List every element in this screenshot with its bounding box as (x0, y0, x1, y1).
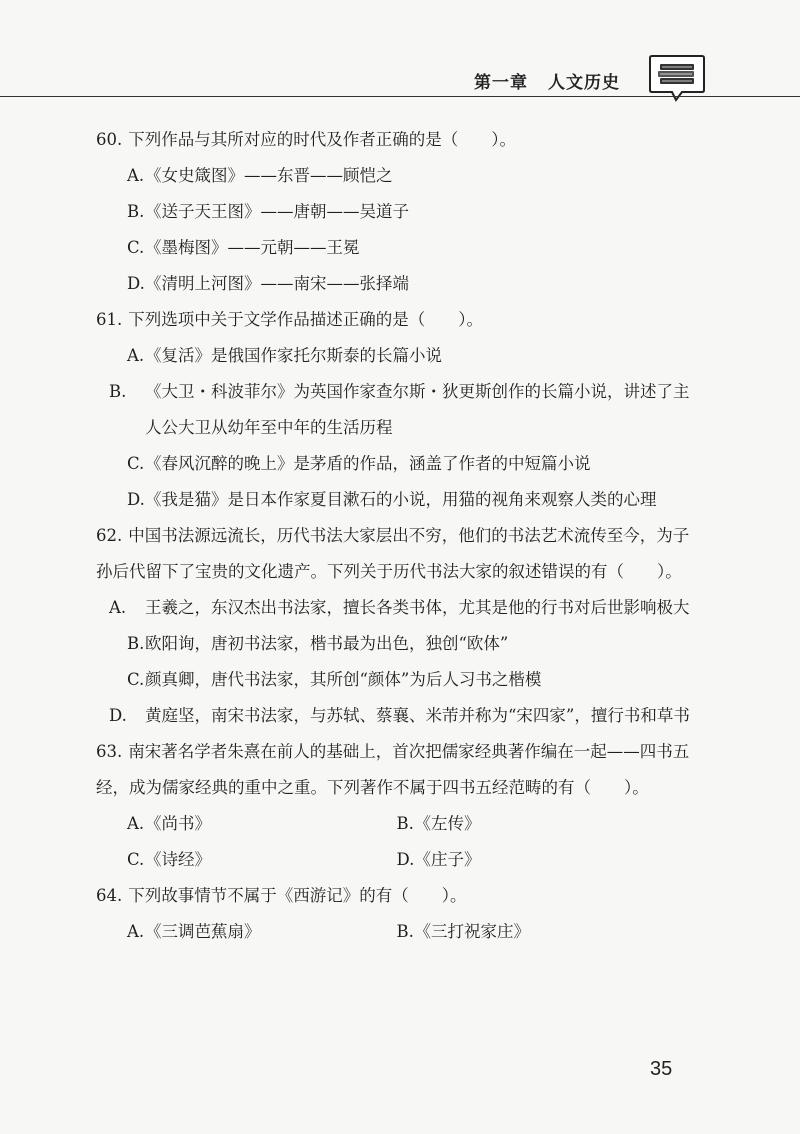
option-a: A. 王羲之，东汉杰出书法家，擅长各类书体，尤其是他的行书对后世影响极大 (109, 598, 690, 617)
option-b: B. 《大卫・科波菲尔》为英国作家查尔斯・狄更斯创作的长篇小说，讲述了主人公大卫从幼年至中年的生活历程 (109, 382, 690, 437)
question-stem: 61. 下列选项中关于文学作品描述正确的是（ ）。 (96, 310, 483, 329)
option-a: A.《复活》是俄国作家托尔斯泰的长篇小说 (127, 346, 442, 365)
option-row (127, 914, 696, 950)
question-stem: 60. 下列作品与其所对应的时代及作者正确的是（ ）。 (96, 130, 516, 149)
page-header (0, 0, 800, 100)
option-b: B.《送子天王图》——唐朝——吴道子 (127, 202, 409, 221)
question-60 (96, 122, 696, 302)
question-stem: 63. 南宋著名学者朱熹在前人的基础上，首次把儒家经典著作编在一起——四书五经，成为儒家经典的重中之重。下列著作不属于四书五经范畴的有（ ）。 (96, 742, 690, 797)
option-d: D.《清明上河图》——南宋——张择端 (127, 274, 409, 293)
option-d: D.《庄子》 (396, 850, 481, 869)
question-64 (96, 878, 696, 950)
option-a: A.《女史箴图》——东晋——顾恺之 (127, 166, 393, 185)
chapter-heading (474, 68, 620, 93)
option-row (127, 806, 696, 842)
option-c: C.《诗经》 (127, 850, 211, 869)
option-b: B.《左传》 (396, 814, 481, 833)
option-d: D. 黄庭坚，南宋书法家，与苏轼、蔡襄、米芾并称为“宋四家”，擅行书和草书 (109, 706, 690, 725)
option-c: C.《春风沉醉的晚上》是茅盾的作品，涵盖了作者的中短篇小说 (127, 454, 591, 473)
option-a: A.《三调芭蕉扇》 (127, 922, 261, 941)
question-stem: 62. 中国书法源远流长，历代书法大家层出不穷，他们的书法艺术流传至今，为子孙后代留下了宝贵的文化遗产。下列关于历代书法大家的叙述错误的有（ ）。 (96, 526, 690, 581)
question-stem: 64. 下列故事情节不属于《西游记》的有（ ）。 (96, 886, 467, 905)
option-d: D.《我是猫》是日本作家夏目漱石的小说，用猫的视角来观察人类的心理 (127, 490, 657, 509)
question-63 (96, 734, 696, 878)
option-c: C.颜真卿，唐代书法家，其所创“颜体”为后人习书之楷模 (127, 670, 542, 689)
option-b: B.《三打祝家庄》 (396, 922, 531, 941)
question-62 (96, 518, 696, 734)
option-b: B.欧阳询，唐初书法家，楷书最为出色，独创“欧体” (127, 634, 509, 653)
option-a: A.《尚书》 (127, 814, 211, 833)
question-list (96, 122, 696, 950)
page-number: 35 (650, 1058, 673, 1080)
option-row (127, 842, 696, 878)
question-61 (96, 302, 696, 518)
option-c: C.《墨梅图》——元朝——王冕 (127, 238, 360, 257)
header-divider (0, 96, 800, 97)
chapter-title: 人文历史 (548, 73, 620, 93)
chapter-number: 第一章 (474, 73, 528, 93)
